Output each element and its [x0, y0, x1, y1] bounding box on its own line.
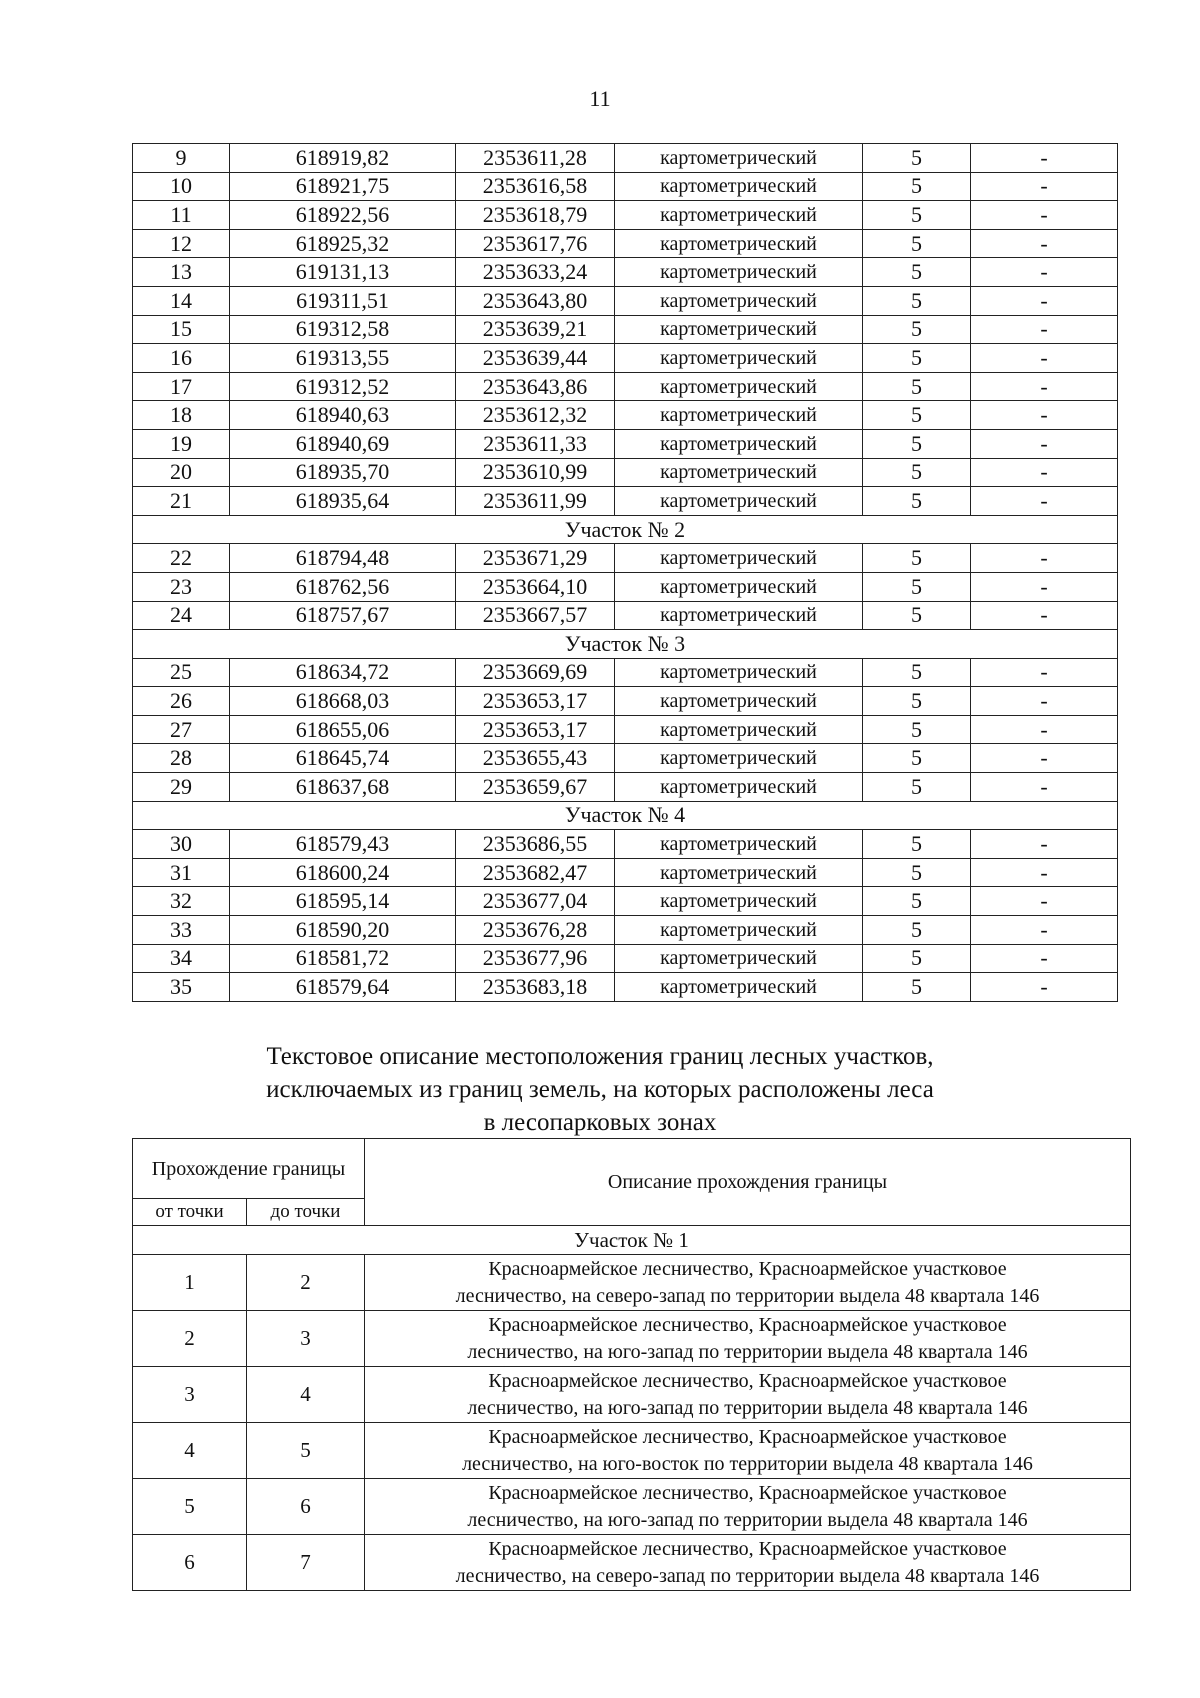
header-description: Описание прохождения границы: [365, 1139, 1131, 1226]
x-coordinate-cell: 618922,56: [230, 201, 456, 230]
from-point-cell: 6: [133, 1535, 247, 1591]
accuracy-cell: 5: [863, 916, 971, 945]
table-row: [133, 944, 1118, 973]
accuracy-cell: 5: [863, 858, 971, 887]
point-number-cell: 13: [133, 258, 230, 287]
description-line-2: лесничество, на юго-запад по территории выдела 48 квартала 146: [467, 1396, 1028, 1419]
y-coordinate-cell: 2353683,18: [456, 973, 615, 1002]
table-row: [133, 916, 1118, 945]
note-cell: -: [971, 172, 1118, 201]
table-row: [133, 144, 1118, 173]
accuracy-cell: 5: [863, 372, 971, 401]
y-coordinate-cell: 2353639,21: [456, 315, 615, 344]
accuracy-cell: 5: [863, 172, 971, 201]
table-row: [133, 773, 1118, 802]
boundary-description-table-body: [133, 1139, 1131, 1591]
note-cell: -: [971, 830, 1118, 859]
x-coordinate-cell: 618590,20: [230, 916, 456, 945]
table-row: [133, 429, 1118, 458]
accuracy-cell: 5: [863, 429, 971, 458]
y-coordinate-cell: 2353677,96: [456, 944, 615, 973]
method-cell: картометрический: [615, 286, 863, 315]
section-label: Участок № 3: [133, 630, 1118, 659]
x-coordinate-cell: 618655,06: [230, 715, 456, 744]
accuracy-cell: 5: [863, 830, 971, 859]
to-point-cell: 7: [247, 1535, 365, 1591]
point-number-cell: 33: [133, 916, 230, 945]
method-cell: картометрический: [615, 658, 863, 687]
method-cell: картометрический: [615, 429, 863, 458]
note-cell: -: [971, 458, 1118, 487]
coordinates-table: [132, 143, 1118, 1002]
point-number-cell: 24: [133, 601, 230, 630]
y-coordinate-cell: 2353611,99: [456, 487, 615, 516]
table-row: [133, 601, 1118, 630]
x-coordinate-cell: 619311,51: [230, 286, 456, 315]
accuracy-cell: 5: [863, 715, 971, 744]
description-line-2: лесничество, на юго-запад по территории выдела 48 квартала 146: [467, 1340, 1028, 1363]
table-row: [133, 687, 1118, 716]
description-line-2: лесничество, на северо-запад по территории выдела 48 квартала 146: [455, 1284, 1040, 1307]
method-cell: картометрический: [615, 916, 863, 945]
table-row: [133, 401, 1118, 430]
note-cell: -: [971, 658, 1118, 687]
note-cell: -: [971, 487, 1118, 516]
from-point-cell: 1: [133, 1255, 247, 1311]
method-cell: картометрический: [615, 144, 863, 173]
table-row: [133, 201, 1118, 230]
x-coordinate-cell: 618600,24: [230, 858, 456, 887]
table-row: [133, 1535, 1131, 1591]
method-cell: картометрический: [615, 601, 863, 630]
y-coordinate-cell: 2353664,10: [456, 572, 615, 601]
to-point-cell: 4: [247, 1367, 365, 1423]
accuracy-cell: 5: [863, 687, 971, 716]
x-coordinate-cell: 618645,74: [230, 744, 456, 773]
y-coordinate-cell: 2353639,44: [456, 344, 615, 373]
table-row: [133, 315, 1118, 344]
description-line-1: Красноармейское лесничество, Красноармейское участковое: [488, 1537, 1007, 1560]
description-cell: [365, 1255, 1131, 1311]
x-coordinate-cell: 618935,70: [230, 458, 456, 487]
point-number-cell: 30: [133, 830, 230, 859]
y-coordinate-cell: 2353643,86: [456, 372, 615, 401]
method-cell: картометрический: [615, 715, 863, 744]
x-coordinate-cell: 619313,55: [230, 344, 456, 373]
y-coordinate-cell: 2353659,67: [456, 773, 615, 802]
note-cell: -: [971, 372, 1118, 401]
y-coordinate-cell: 2353667,57: [456, 601, 615, 630]
point-number-cell: 23: [133, 572, 230, 601]
x-coordinate-cell: 618794,48: [230, 544, 456, 573]
note-cell: -: [971, 144, 1118, 173]
section-label: Участок № 2: [133, 515, 1118, 544]
description-line-1: Красноармейское лесничество, Красноармейское участковое: [488, 1425, 1007, 1448]
table-row: [133, 1255, 1131, 1311]
note-cell: -: [971, 315, 1118, 344]
note-cell: -: [971, 687, 1118, 716]
point-number-cell: 34: [133, 944, 230, 973]
accuracy-cell: 5: [863, 258, 971, 287]
x-coordinate-cell: 618668,03: [230, 687, 456, 716]
y-coordinate-cell: 2353643,80: [456, 286, 615, 315]
point-number-cell: 20: [133, 458, 230, 487]
table-row: [133, 1367, 1131, 1423]
accuracy-cell: 5: [863, 773, 971, 802]
x-coordinate-cell: 618595,14: [230, 887, 456, 916]
y-coordinate-cell: 2353617,76: [456, 229, 615, 258]
section-label: Участок № 1: [133, 1226, 1131, 1255]
point-number-cell: 12: [133, 229, 230, 258]
method-cell: картометрический: [615, 944, 863, 973]
to-point-cell: 2: [247, 1255, 365, 1311]
description-cell: [365, 1479, 1131, 1535]
y-coordinate-cell: 2353611,28: [456, 144, 615, 173]
description-line-2: лесничество, на юго-восток по территории выдела 48 квартала 146: [462, 1452, 1033, 1475]
description-cell: [365, 1311, 1131, 1367]
header-row: [133, 1139, 1131, 1199]
x-coordinate-cell: 619312,58: [230, 315, 456, 344]
method-cell: картометрический: [615, 172, 863, 201]
accuracy-cell: 5: [863, 286, 971, 315]
y-coordinate-cell: 2353676,28: [456, 916, 615, 945]
y-coordinate-cell: 2353618,79: [456, 201, 615, 230]
table-row: [133, 544, 1118, 573]
header-from-point: от точки: [133, 1199, 247, 1226]
y-coordinate-cell: 2353671,29: [456, 544, 615, 573]
method-cell: картометрический: [615, 201, 863, 230]
point-number-cell: 26: [133, 687, 230, 716]
x-coordinate-cell: 619131,13: [230, 258, 456, 287]
y-coordinate-cell: 2353616,58: [456, 172, 615, 201]
x-coordinate-cell: 619312,52: [230, 372, 456, 401]
page-number: 11: [589, 86, 611, 111]
method-cell: картометрический: [615, 229, 863, 258]
point-number-cell: 16: [133, 344, 230, 373]
accuracy-cell: 5: [863, 658, 971, 687]
section-title-line-2: исключаемых из границ земель, на которых расположены леса: [266, 1076, 934, 1103]
y-coordinate-cell: 2353655,43: [456, 744, 615, 773]
accuracy-cell: 5: [863, 744, 971, 773]
method-cell: картометрический: [615, 858, 863, 887]
method-cell: картометрический: [615, 315, 863, 344]
accuracy-cell: 5: [863, 315, 971, 344]
accuracy-cell: 5: [863, 344, 971, 373]
method-cell: картометрический: [615, 258, 863, 287]
table-row: [133, 858, 1118, 887]
point-number-cell: 35: [133, 973, 230, 1002]
y-coordinate-cell: 2353611,33: [456, 429, 615, 458]
note-cell: -: [971, 887, 1118, 916]
point-number-cell: 28: [133, 744, 230, 773]
method-cell: картометрический: [615, 401, 863, 430]
table-row: [133, 487, 1118, 516]
note-cell: -: [971, 286, 1118, 315]
note-cell: -: [971, 429, 1118, 458]
point-number-cell: 10: [133, 172, 230, 201]
table-row: [133, 458, 1118, 487]
y-coordinate-cell: 2353633,24: [456, 258, 615, 287]
accuracy-cell: 5: [863, 201, 971, 230]
x-coordinate-cell: 618925,32: [230, 229, 456, 258]
section-row: [133, 801, 1118, 830]
x-coordinate-cell: 618637,68: [230, 773, 456, 802]
x-coordinate-cell: 618935,64: [230, 487, 456, 516]
note-cell: -: [971, 229, 1118, 258]
section-label: Участок № 4: [133, 801, 1118, 830]
y-coordinate-cell: 2353677,04: [456, 887, 615, 916]
note-cell: -: [971, 858, 1118, 887]
y-coordinate-cell: 2353686,55: [456, 830, 615, 859]
method-cell: картометрический: [615, 344, 863, 373]
y-coordinate-cell: 2353612,32: [456, 401, 615, 430]
method-cell: картометрический: [615, 744, 863, 773]
accuracy-cell: 5: [863, 601, 971, 630]
x-coordinate-cell: 618940,69: [230, 429, 456, 458]
x-coordinate-cell: 618579,43: [230, 830, 456, 859]
y-coordinate-cell: 2353682,47: [456, 858, 615, 887]
section-row: [133, 630, 1118, 659]
point-number-cell: 22: [133, 544, 230, 573]
table-row: [133, 887, 1118, 916]
table-row: [133, 1311, 1131, 1367]
from-point-cell: 5: [133, 1479, 247, 1535]
table-row: [133, 344, 1118, 373]
note-cell: -: [971, 944, 1118, 973]
point-number-cell: 14: [133, 286, 230, 315]
accuracy-cell: 5: [863, 544, 971, 573]
method-cell: картометрический: [615, 487, 863, 516]
table-row: [133, 715, 1118, 744]
accuracy-cell: 5: [863, 229, 971, 258]
to-point-cell: 6: [247, 1479, 365, 1535]
x-coordinate-cell: 618581,72: [230, 944, 456, 973]
point-number-cell: 9: [133, 144, 230, 173]
description-cell: [365, 1423, 1131, 1479]
point-number-cell: 32: [133, 887, 230, 916]
table-row: [133, 973, 1118, 1002]
method-cell: картометрический: [615, 458, 863, 487]
note-cell: -: [971, 544, 1118, 573]
boundary-description-table: [132, 1138, 1131, 1591]
y-coordinate-cell: 2353669,69: [456, 658, 615, 687]
coordinates-table-body: [133, 144, 1118, 1002]
note-cell: -: [971, 572, 1118, 601]
point-number-cell: 31: [133, 858, 230, 887]
point-number-cell: 18: [133, 401, 230, 430]
method-cell: картометрический: [615, 372, 863, 401]
section-title-line-1: Текстовое описание местоположения границ лесных участков,: [266, 1043, 934, 1070]
accuracy-cell: 5: [863, 944, 971, 973]
method-cell: картометрический: [615, 973, 863, 1002]
point-number-cell: 19: [133, 429, 230, 458]
point-number-cell: 15: [133, 315, 230, 344]
x-coordinate-cell: 618757,67: [230, 601, 456, 630]
table-row: [133, 572, 1118, 601]
method-cell: картометрический: [615, 572, 863, 601]
method-cell: картометрический: [615, 544, 863, 573]
accuracy-cell: 5: [863, 458, 971, 487]
x-coordinate-cell: 618940,63: [230, 401, 456, 430]
note-cell: -: [971, 973, 1118, 1002]
accuracy-cell: 5: [863, 487, 971, 516]
from-point-cell: 2: [133, 1311, 247, 1367]
description-line-1: Красноармейское лесничество, Красноармейское участковое: [488, 1313, 1007, 1336]
x-coordinate-cell: 618762,56: [230, 572, 456, 601]
description-line-2: лесничество, на юго-запад по территории выдела 48 квартала 146: [467, 1508, 1028, 1531]
note-cell: -: [971, 201, 1118, 230]
note-cell: -: [971, 715, 1118, 744]
note-cell: -: [971, 773, 1118, 802]
description-line-1: Красноармейское лесничество, Красноармейское участковое: [488, 1257, 1007, 1280]
description-cell: [365, 1535, 1131, 1591]
section-row: [133, 1226, 1131, 1255]
description-cell: [365, 1367, 1131, 1423]
method-cell: картометрический: [615, 830, 863, 859]
x-coordinate-cell: 618919,82: [230, 144, 456, 173]
method-cell: картометрический: [615, 887, 863, 916]
point-number-cell: 11: [133, 201, 230, 230]
description-line-1: Красноармейское лесничество, Красноармейское участковое: [488, 1481, 1007, 1504]
header-boundary-passage: Прохождение границы: [133, 1139, 365, 1199]
note-cell: -: [971, 344, 1118, 373]
table-row: [133, 258, 1118, 287]
point-number-cell: 21: [133, 487, 230, 516]
x-coordinate-cell: 618921,75: [230, 172, 456, 201]
accuracy-cell: 5: [863, 572, 971, 601]
point-number-cell: 17: [133, 372, 230, 401]
x-coordinate-cell: 618579,64: [230, 973, 456, 1002]
table-row: [133, 658, 1118, 687]
description-line-2: лесничество, на северо-запад по территории выдела 48 квартала 146: [455, 1564, 1040, 1587]
from-point-cell: 4: [133, 1423, 247, 1479]
accuracy-cell: 5: [863, 973, 971, 1002]
point-number-cell: 25: [133, 658, 230, 687]
x-coordinate-cell: 618634,72: [230, 658, 456, 687]
note-cell: -: [971, 601, 1118, 630]
note-cell: -: [971, 744, 1118, 773]
table-row: [133, 1423, 1131, 1479]
accuracy-cell: 5: [863, 401, 971, 430]
accuracy-cell: 5: [863, 887, 971, 916]
point-number-cell: 27: [133, 715, 230, 744]
note-cell: -: [971, 258, 1118, 287]
section-row: [133, 515, 1118, 544]
to-point-cell: 3: [247, 1311, 365, 1367]
y-coordinate-cell: 2353610,99: [456, 458, 615, 487]
to-point-cell: 5: [247, 1423, 365, 1479]
table-row: [133, 372, 1118, 401]
header-to-point: до точки: [247, 1199, 365, 1226]
table-row: [133, 1479, 1131, 1535]
method-cell: картометрический: [615, 687, 863, 716]
table-row: [133, 830, 1118, 859]
method-cell: картометрический: [615, 773, 863, 802]
accuracy-cell: 5: [863, 144, 971, 173]
y-coordinate-cell: 2353653,17: [456, 715, 615, 744]
y-coordinate-cell: 2353653,17: [456, 687, 615, 716]
section-title: [0, 1040, 1200, 1139]
description-line-1: Красноармейское лесничество, Красноармейское участковое: [488, 1369, 1007, 1392]
note-cell: -: [971, 916, 1118, 945]
table-row: [133, 229, 1118, 258]
table-row: [133, 744, 1118, 773]
section-title-line-3: в лесопарковых зонах: [483, 1109, 717, 1136]
note-cell: -: [971, 401, 1118, 430]
table-row: [133, 286, 1118, 315]
from-point-cell: 3: [133, 1367, 247, 1423]
table-row: [133, 172, 1118, 201]
point-number-cell: 29: [133, 773, 230, 802]
